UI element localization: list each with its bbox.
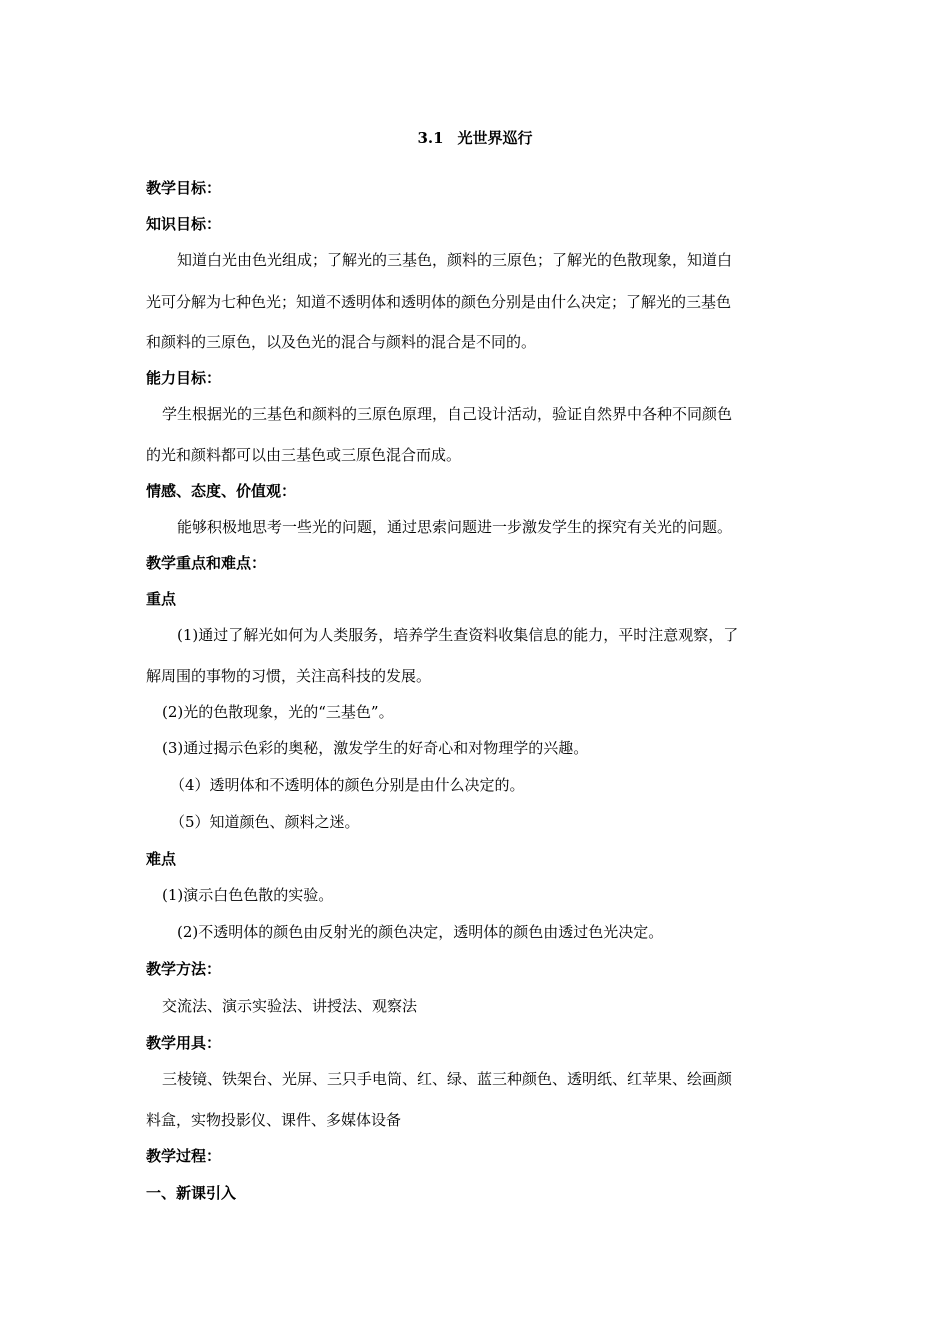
- knowledge-line-3: 和颜料的三原色，以及色光的混合与颜料的混合是不同的。: [146, 333, 537, 351]
- heading-methods: 教学方法：: [146, 960, 222, 978]
- heading-difficult: 难点: [146, 850, 177, 868]
- key-point-3: (3)通过揭示色彩的奥秘，激发学生的好奇心和对物理学的兴趣。: [162, 739, 589, 757]
- tools-line-2: 料盒，实物投影仪、课件、多媒体设备: [146, 1111, 402, 1129]
- heading-key-difficult: 教学重点和难点：: [146, 554, 267, 572]
- heading-intro: 一、新课引入: [146, 1184, 237, 1202]
- key-point-2: (2)光的色散现象，光的“三基色”。: [162, 703, 394, 721]
- heading-emotion: 情感、态度、价值观：: [146, 482, 297, 500]
- methods-line: 交流法、演示实验法、讲授法、观察法: [162, 997, 418, 1015]
- emotion-line: 能够积极地思考一些光的问题，通过思索问题进一步激发学生的探究有关光的问题。: [177, 518, 733, 536]
- heading-ability: 能力目标：: [146, 369, 222, 387]
- heading-key: 重点: [146, 590, 177, 608]
- knowledge-line-1: 知道白光由色光组成；了解光的三基色，颜料的三原色；了解光的色散现象，知道白: [177, 251, 733, 269]
- difficult-point-2: (2)不透明体的颜色由反射光的颜色决定，透明体的颜色由透过色光决定。: [177, 923, 664, 941]
- section-title: 光世界巡行: [457, 129, 533, 147]
- heading-process: 教学过程：: [146, 1147, 222, 1165]
- knowledge-line-2: 光可分解为七种色光；知道不透明体和透明体的颜色分别是由什么决定；了解光的三基色: [146, 293, 732, 311]
- key-point-1a: (1)通过了解光如何为人类服务，培养学生查资料收集信息的能力，平时注意观察，了: [177, 626, 739, 644]
- ability-line-1: 学生根据光的三基色和颜料的三原色原理，自己设计活动，验证自然界中各种不同颜色: [162, 405, 733, 423]
- section-number: 3.1: [417, 129, 444, 147]
- heading-tools: 教学用具：: [146, 1034, 222, 1052]
- key-point-5: （5）知道颜色、颜料之迷。: [170, 813, 360, 831]
- difficult-point-1: (1)演示白色色散的实验。: [162, 886, 334, 904]
- heading-knowledge: 知识目标：: [146, 215, 222, 233]
- ability-line-2: 的光和颜料都可以由三基色或三原色混合而成。: [146, 446, 462, 464]
- key-point-1b: 解周围的事物的习惯，关注高科技的发展。: [146, 667, 432, 685]
- tools-line-1: 三棱镜、铁架台、光屏、三只手电筒、红、绿、蓝三种颜色、透明纸、红苹果、绘画颜: [162, 1070, 733, 1088]
- page-title: [0, 127, 950, 148]
- heading-objectives: 教学目标：: [146, 179, 222, 197]
- key-point-4: （4）透明体和不透明体的颜色分别是由什么决定的。: [170, 776, 525, 794]
